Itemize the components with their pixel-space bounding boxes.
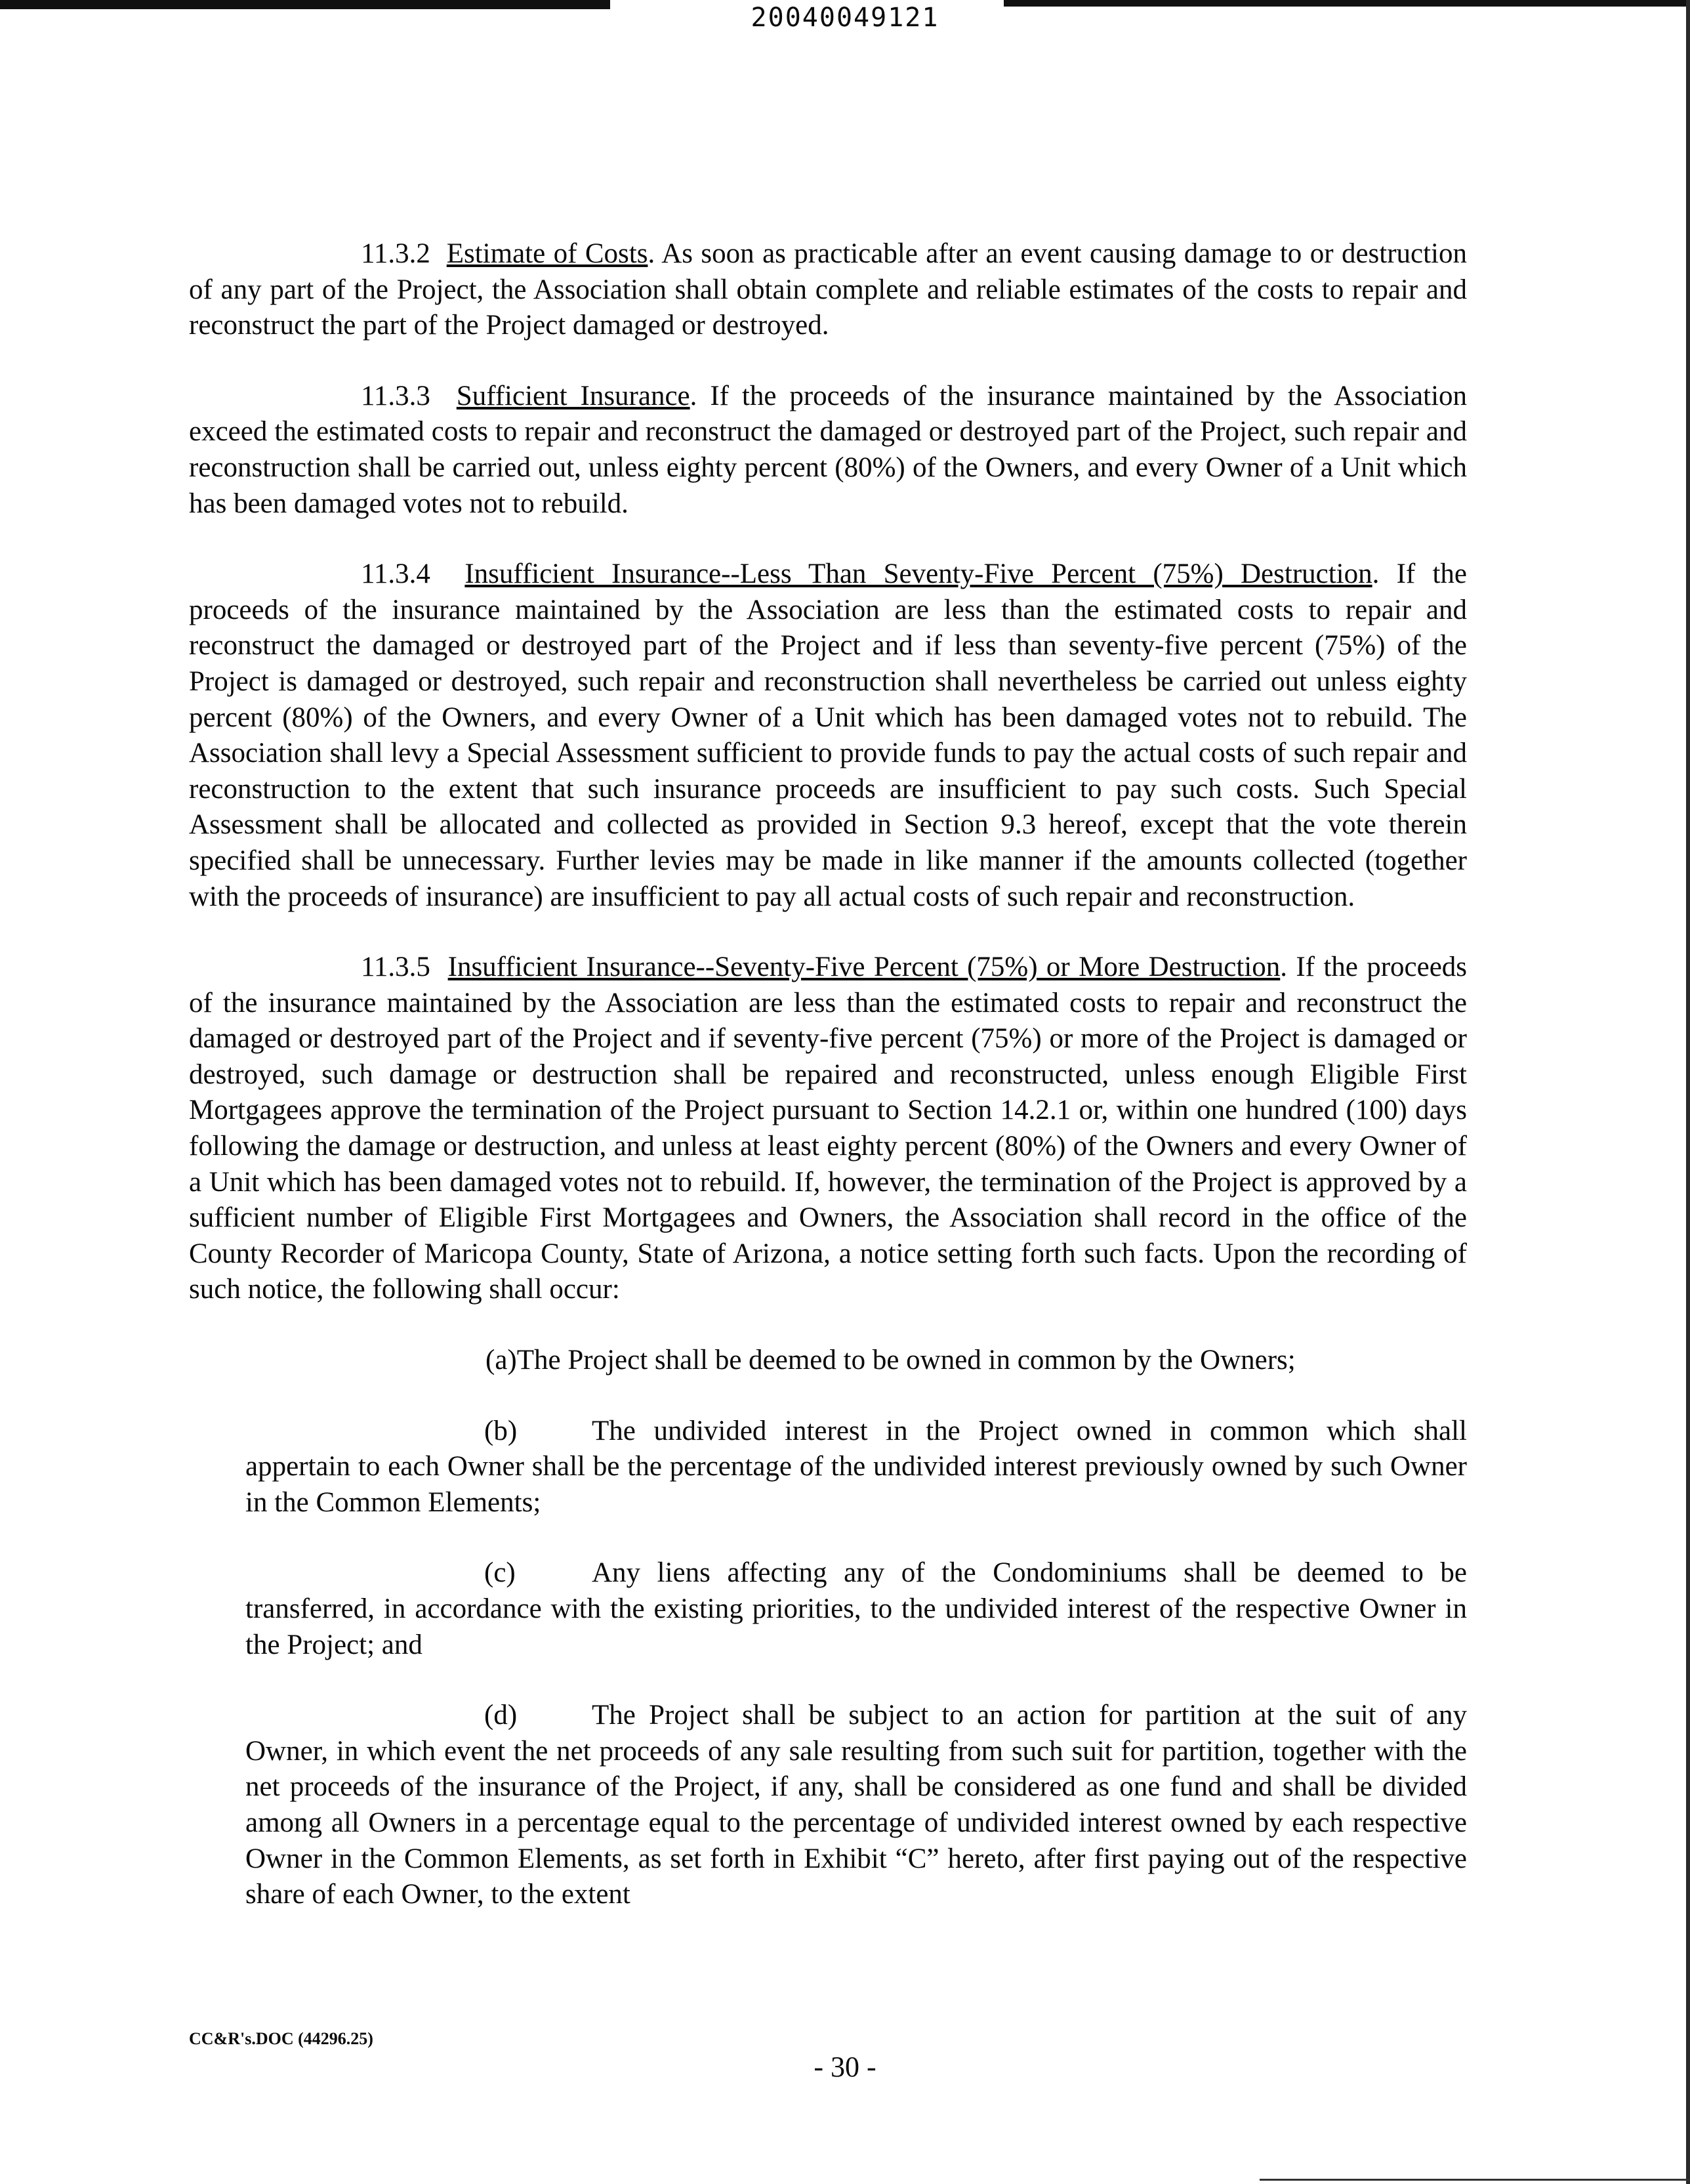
list-item-label: (a) [485, 1345, 517, 1376]
section-11-3-2 [189, 236, 1467, 344]
section-heading: Insufficient Insurance--Less Than Seventy-Five Percent (75%) Destruction [464, 558, 1372, 590]
bottom-rule [1260, 2179, 1690, 2181]
list-item-text: The Project shall be deemed to be owned in common by the Owners; [516, 1345, 1296, 1376]
list-item-label: (c) [484, 1557, 516, 1589]
scan-border-right [1686, 0, 1690, 2184]
document-reference: CC&R's.DOC (44296.25) [189, 2029, 373, 2048]
list-item-label: (d) [484, 1700, 518, 1731]
section-heading: Estimate of Costs [446, 238, 648, 269]
section-heading: Sufficient Insurance [456, 380, 690, 411]
recording-number: 20040049121 [751, 3, 939, 33]
section-11-3-4 [189, 556, 1467, 915]
page-number: - 30 - [814, 2051, 876, 2083]
list-item-text: Any liens affecting any of the Condominiums shall be deemed to be transferred, in accordance with the existing priorities, to the undivided interest of the respective Owner in the Project; and [245, 1557, 1467, 1660]
section-text: . If the proceeds of the insurance maintained by the Association are less than the estimated costs to repair and reconstruct the damaged or destroyed part of the Project and if less than seventy-five percent (75%) of the Project is damaged or destroyed, such repair and reconstruction shall nevertheless be carried out unless eighty percent (80%) of the Owners, and every Owner of a Unit which has been damaged votes not to rebuild. The Association shall levy a Special Assessment sufficient to provide funds to pay the actual costs of such repair and reconstruction to the extent that such insurance proceeds are insufficient to pay such costs. Such Special Assessment shall be allocated and collected as provided in Section 9.3 hereof, except that the vote therein specified shall be unnecessary. Further levies may be made in like manner if the amounts collected (together with the proceeds of insurance) are insufficient to pay all actual costs of such repair and reconstruction. [189, 558, 1467, 912]
list-item-d [245, 1698, 1467, 1913]
section-heading: Insufficient Insurance--Seventy-Five Percent (75%) or More Destruction [447, 952, 1281, 983]
list-item-a [189, 1343, 1467, 1379]
section-text: . If the proceeds of the insurance maintained by the Association are less than the estimated costs to repair and reconstruct the damaged or destroyed part of the Project and if seventy-five percent (75%) or more of the Project is damaged or destroyed, such damage or destruction shall be repaired and reconstructed, unless enough Eligible First Mortgagees approve the termination of the Project pursuant to Section 14.2.1 or, within one hundred (100) days following the damage or destruction, and unless at least eighty percent (80%) of the Owners and every Owner of a Unit which has been damaged votes not to rebuild. If, however, the termination of the Project is approved by a sufficient number of Eligible First Mortgagees and Owners, the Association shall record in the office of the County Recorder of Maricopa County, State of Arizona, a notice setting forth such facts. Upon the recording of such notice, the following shall occur: [189, 952, 1468, 1305]
section-11-3-3 [189, 379, 1467, 522]
section-text: . If the proceeds of the insurance maintained by the Association exceed the estimated costs to repair and reconstruct the damaged or destroyed part of the Project, such repair and reconstruction shall be carried out, unless eighty percent (80%) of the Owners, and every Owner of a Unit which has been damaged votes not to rebuild. [189, 380, 1468, 519]
section-number: 11.3.5 [361, 952, 430, 983]
list-item-b [245, 1414, 1467, 1521]
section-number: 11.3.2 [361, 238, 430, 269]
section-11-3-5 [189, 950, 1467, 1308]
section-number: 11.3.4 [361, 558, 430, 590]
section-number: 11.3.3 [361, 380, 430, 411]
list-item-text: The Project shall be subject to an action for partition at the suit of any Owner, in which event the net proceeds of any sale resulting from such suit for partition, together with the net proceeds of the insurance of the Project, if any, shall be considered as one fund and shall be divided among all Owners in a percentage equal to the percentage of undivided interest owned by each respective Owner in the Common Elements, as set forth in Exhibit “C” hereto, after first paying out of the respective share of each Owner, to the extent [245, 1700, 1467, 1910]
list-item-c [245, 1555, 1467, 1663]
list-item-label: (b) [484, 1415, 518, 1446]
section-text: . As soon as practicable after an event causing damage to or destruction of any part of the Project, the Association shall obtain complete and reliable estimates of the costs to repair and reconstruct the part of the Project damaged or destroyed. [189, 238, 1468, 341]
document-body [189, 236, 1467, 1948]
list-item-text: The undivided interest in the Project owned in common which shall appertain to each Owner shall be the percentage of the undivided interest previously owned by such Owner in the Common Elements; [245, 1415, 1467, 1518]
